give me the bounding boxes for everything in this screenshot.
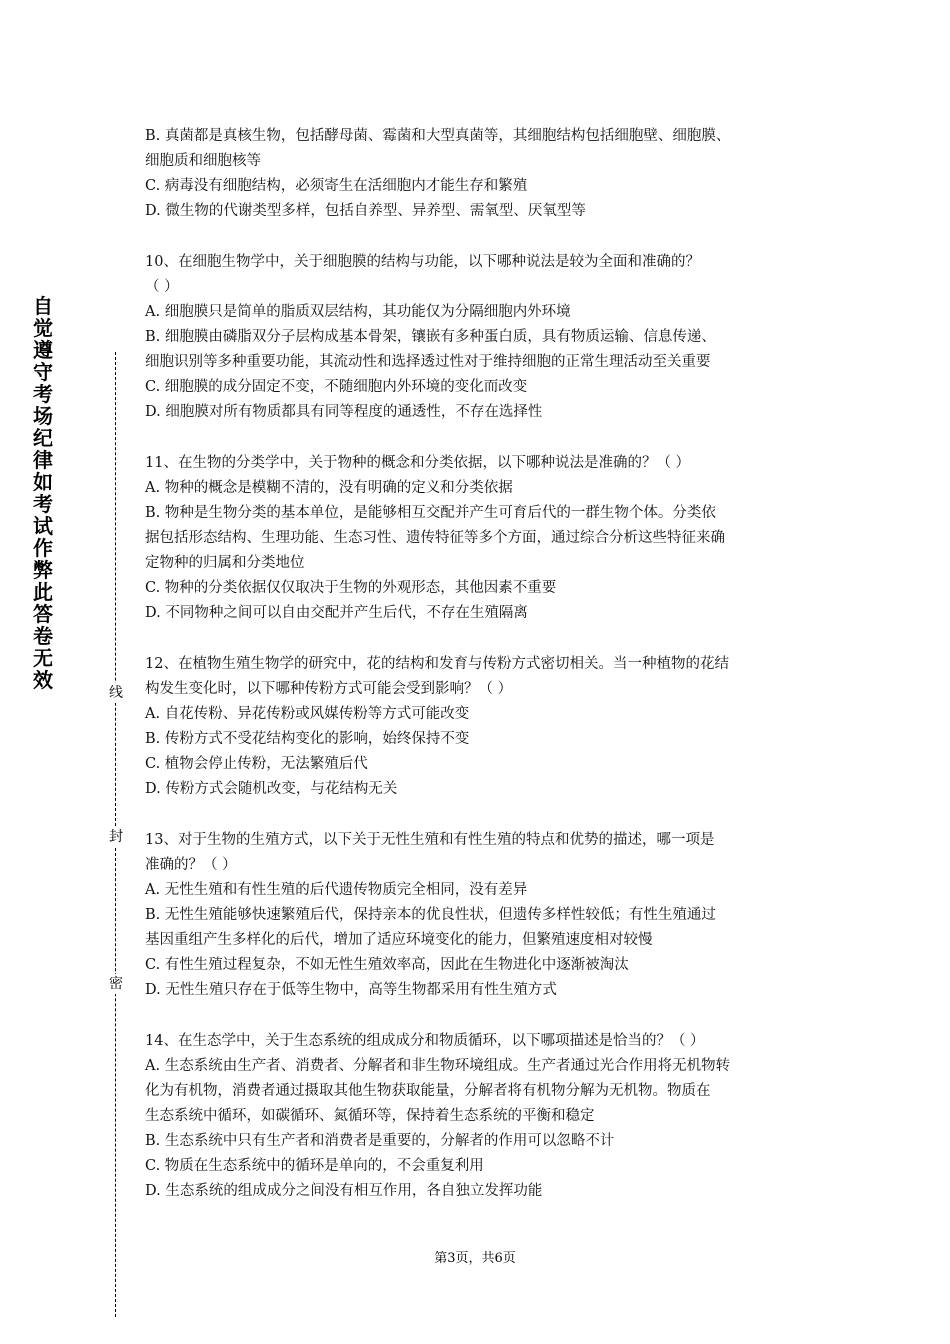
side-warning-char: 场 — [33, 404, 53, 428]
side-warning-char: 试 — [33, 514, 53, 538]
option-a-cont: 化为有机物，消费者通过摄取其他生物获取能量，分解者将有机物分解为无机物。物质在 — [145, 1083, 711, 1099]
seal-mark-mi: 密 — [106, 974, 126, 994]
side-warning-char: 无 — [33, 646, 53, 670]
option-a: A. 无性生殖和有性生殖的后代遗传物质完全相同，没有差异 — [145, 882, 528, 898]
side-warning-char: 考 — [33, 382, 53, 406]
side-warning-char: 卷 — [33, 624, 53, 648]
option-d: D. 不同物种之间可以自由交配并产生后代，不存在生殖隔离 — [145, 605, 528, 621]
option-d: D. 微生物的代谢类型多样，包括自养型、异养型、需氧型、厌氧型等 — [145, 203, 586, 219]
option-b: B. 无性生殖能够快速繁殖后代，保持亲本的优良性状，但遗传多样性较低；有性生殖通过 — [145, 907, 716, 923]
option-d: D. 无性生殖只存在于低等生物中，高等生物都采用有性生殖方式 — [145, 982, 557, 998]
side-warning-char: 遵 — [33, 338, 53, 362]
side-warning-char: 纪 — [33, 426, 53, 450]
option-b: B. 传粉方式不受花结构变化的影响，始终保持不变 — [145, 731, 470, 747]
option-b-cont: 基因重组产生多样化的后代，增加了适应环境变化的能力，但繁殖速度相对较慢 — [145, 932, 653, 948]
option-b-cont: 定物种的归属和分类地位 — [145, 555, 305, 571]
option-b: B. 物种是生物分类的基本单位，是能够相互交配并产生可育后代的一群生物个体。分类依 — [145, 505, 716, 521]
side-warning-char: 如 — [33, 470, 53, 494]
side-warning-char: 考 — [33, 492, 53, 516]
question-11 — [145, 451, 813, 626]
option-b-cont: 细胞质和细胞核等 — [145, 153, 261, 169]
question-9-continued — [145, 124, 813, 224]
page-footer: 第3页，共6页 — [434, 1251, 516, 1266]
option-c: C. 有性生殖过程复杂，不如无性生殖效率高，因此在生物进化中逐渐被淘汰 — [145, 957, 629, 973]
side-warning-text — [30, 295, 56, 691]
option-a: A. 细胞膜只是简单的脂质双层结构，其功能仅为分隔细胞内外环境 — [145, 304, 571, 320]
question-10 — [145, 250, 813, 425]
side-warning-char: 弊 — [33, 558, 53, 582]
side-warning-char: 此 — [33, 580, 53, 604]
question-stem-cont: 构发生变化时，以下哪种传粉方式可能会受到影响？（ ） — [145, 681, 513, 697]
question-stem: 10、在细胞生物学中，关于细胞膜的结构与功能，以下哪种说法是较为全面和准确的？ — [145, 254, 700, 270]
side-warning-char: 答 — [33, 602, 53, 626]
option-a: A. 物种的概念是模糊不清的，没有明确的定义和分类依据 — [145, 480, 513, 496]
question-stem: 13、对于生物的生殖方式，以下关于无性生殖和有性生殖的特点和优势的描述，哪一项是 — [145, 832, 715, 848]
side-warning-char: 律 — [33, 448, 53, 472]
question-14 — [145, 1029, 813, 1204]
seal-mark-line: 线 — [106, 683, 126, 703]
question-13 — [145, 828, 813, 1003]
side-warning-char: 觉 — [33, 316, 53, 340]
side-warning-char: 作 — [33, 536, 53, 560]
option-b: B. 细胞膜由磷脂双分子层构成基本骨架，镶嵌有多种蛋白质，具有物质运输、信息传递、 — [145, 329, 716, 345]
question-stem: 12、在植物生殖生物学的研究中，花的结构和发育与传粉方式密切相关。当一种植物的花结 — [145, 656, 729, 672]
option-c: C. 植物会停止传粉，无法繁殖后代 — [145, 756, 368, 772]
option-d: D. 生态系统的组成成分之间没有相互作用，各自独立发挥功能 — [145, 1183, 543, 1199]
question-content — [145, 124, 813, 1230]
option-a-cont: 生态系统中循环，如碳循环、氮循环等，保持着生态系统的平衡和稳定 — [145, 1108, 595, 1124]
option-b: B. 生态系统中只有生产者和消费者是重要的，分解者的作用可以忽略不计 — [145, 1133, 615, 1149]
option-b: B. 真菌都是真核生物，包括酵母菌、霉菌和大型真菌等，其细胞结构包括细胞壁、细胞膜、 — [145, 128, 731, 144]
question-stem: 11、在生物的分类学中，关于物种的概念和分类依据，以下哪种说法是准确的？（ ） — [145, 455, 691, 471]
option-c: C. 物种的分类依据仅仅取决于生物的外观形态，其他因素不重要 — [145, 580, 557, 596]
option-c: C. 细胞膜的成分固定不变，不随细胞内外环境的变化而改变 — [145, 379, 528, 395]
option-c: C. 病毒没有细胞结构，必须寄生在活细胞内才能生存和繁殖 — [145, 178, 528, 194]
option-b-cont: 细胞识别等多种重要功能，其流动性和选择透过性对于维持细胞的正常生理活动至关重要 — [145, 354, 711, 370]
option-d: D. 细胞膜对所有物质都具有同等程度的通透性，不存在选择性 — [145, 404, 543, 420]
answer-bracket: （ ） — [145, 279, 179, 295]
side-warning-char: 效 — [33, 668, 53, 692]
seal-mark-seal: 封 — [106, 827, 126, 847]
question-stem-cont: 准确的？（ ） — [145, 857, 237, 873]
option-b-cont: 据包括形态结构、生理功能、生态习性、遗传特征等多个方面，通过综合分析这些特征来确 — [145, 530, 725, 546]
question-12 — [145, 652, 813, 802]
option-c: C. 物质在生态系统中的循环是单向的，不会重复利用 — [145, 1158, 484, 1174]
side-warning-char: 守 — [33, 360, 53, 384]
option-a: A. 生态系统由生产者、消费者、分解者和非生物环境组成。生产者通过光合作用将无机物转 — [145, 1058, 731, 1074]
option-d: D. 传粉方式会随机改变，与花结构无关 — [145, 781, 398, 797]
question-stem: 14、在生态学中，关于生态系统的组成成分和物质循环，以下哪项描述是恰当的？（ ） — [145, 1033, 705, 1049]
side-warning-char: 自 — [33, 294, 53, 318]
option-a: A. 自花传粉、异花传粉或风媒传粉等方式可能改变 — [145, 706, 470, 722]
